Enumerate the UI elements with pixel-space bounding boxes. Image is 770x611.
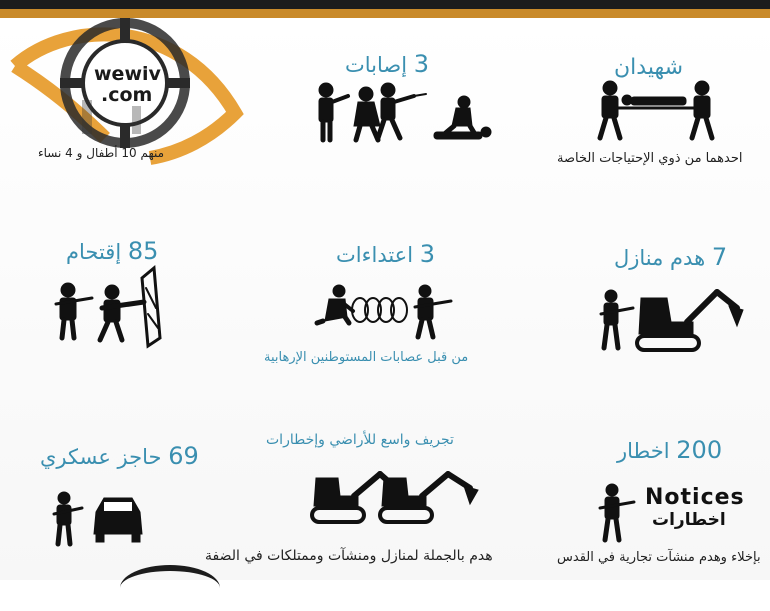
notices-number: 200 <box>676 436 723 464</box>
checkpoints-number: 69 <box>168 442 199 470</box>
attacks-label: اعتداءات <box>336 243 414 267</box>
martyrs-title: شهيدان <box>614 55 684 80</box>
bulldozer-icon <box>597 288 747 358</box>
demolition-number: 7 <box>711 243 728 271</box>
top-bar <box>0 0 770 9</box>
notices-sign-icon: Notices <box>645 485 745 510</box>
checkpoints-title <box>40 442 199 470</box>
raids-label: إقتحام <box>66 240 122 264</box>
top-bar-accent <box>0 9 770 18</box>
barbed-wire-icon <box>315 285 455 340</box>
notices-caption: بإخلاء وهدم منشآت تجارية في القدس <box>557 550 761 565</box>
injuries-number: 3 <box>413 50 430 78</box>
battering-ram-icon <box>52 268 162 348</box>
injuries-label: إصابات <box>345 53 408 77</box>
arrests-caption: منهم 10 أطفال و 4 نساء <box>38 146 165 160</box>
logo-text[interactable]: wewiv <box>94 63 161 85</box>
martyrs-caption: احدهما من ذوي الإحتياجات الخاصة <box>557 151 743 166</box>
bulldozing-caption: هدم بالجملة لمنازل ومنشآت وممتلكات في الضفة <box>205 548 493 564</box>
bottom-decoration <box>120 565 220 611</box>
notices-sign-arabic: اخطارات <box>652 510 726 530</box>
first-aid-icon <box>430 96 500 141</box>
shooting-icon <box>318 82 428 142</box>
attacks-caption: من قبل عصابات المستوطنين الإرهابية <box>264 350 469 365</box>
logo-text-domain: .com <box>101 84 153 106</box>
car-icon <box>52 490 152 545</box>
attacks-title <box>336 240 435 268</box>
raids-number: 85 <box>127 237 159 265</box>
checkpoints-label: حاجز عسكري <box>40 445 162 469</box>
notices-title <box>617 436 722 464</box>
bulldozers-icon <box>310 470 490 530</box>
raids-title <box>66 237 158 265</box>
soldier-icon <box>598 482 638 542</box>
bulldozing-title: تجريف واسع للأراضي وإخطارات <box>266 432 454 448</box>
stretcher-icon <box>595 80 725 142</box>
demolition-label: هدم منازل <box>614 246 706 270</box>
attacks-number: 3 <box>419 240 436 268</box>
demolition-title <box>614 243 727 271</box>
injuries-title <box>345 50 429 78</box>
notices-label: اخطار <box>617 439 670 463</box>
